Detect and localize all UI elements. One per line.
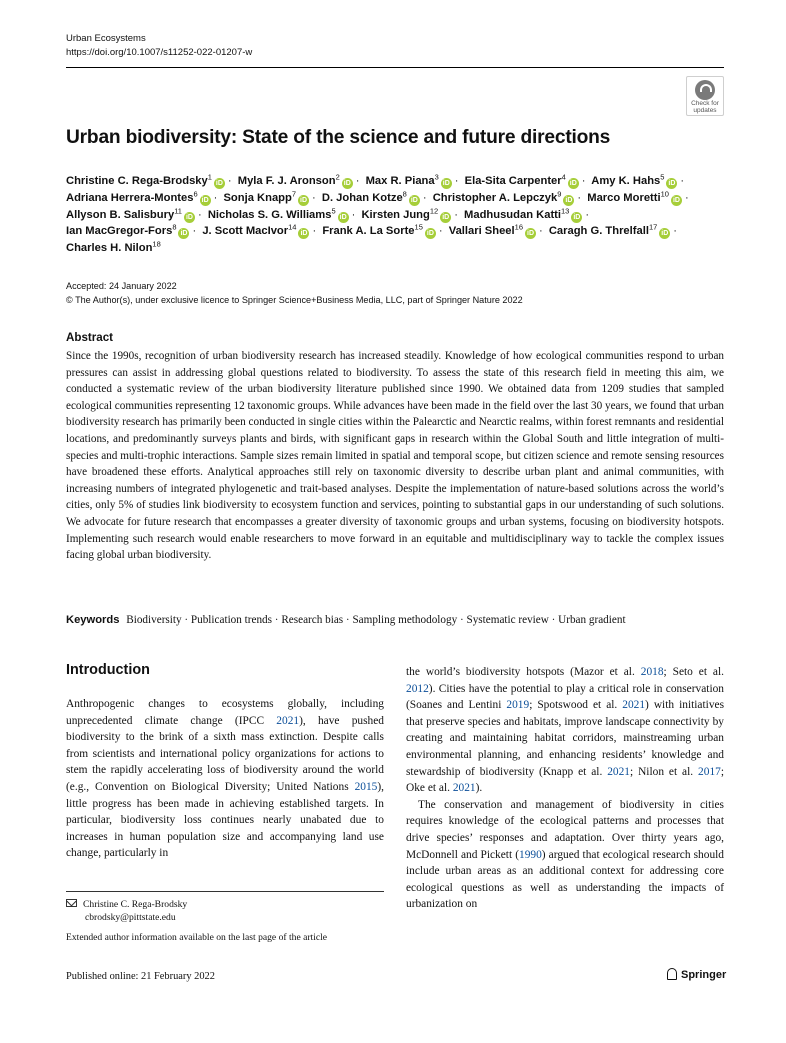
affiliation-number: 12: [429, 205, 439, 215]
orcid-icon[interactable]: iD: [201, 196, 209, 204]
accepted-date: Accepted: 24 January 2022: [66, 281, 177, 291]
author[interactable]: [223, 189, 318, 204]
author-separator: ·: [197, 208, 202, 221]
author-separator: ·: [680, 175, 685, 187]
author-separator: ·: [577, 191, 582, 204]
orcid-icon[interactable]: iD: [339, 213, 347, 221]
author-separator: ·: [351, 208, 356, 221]
affiliation-number: 11: [174, 205, 182, 215]
orcid-icon[interactable]: iD: [442, 213, 450, 221]
author-name: Caragh G. Threlfall: [548, 225, 649, 238]
orcid-icon[interactable]: iD: [442, 180, 450, 187]
author-separator: ·: [438, 225, 443, 238]
orcid-icon[interactable]: iD: [569, 180, 577, 187]
journal-name: Urban Ecosystems: [66, 33, 146, 44]
author-name: Allyson B. Salisbury: [66, 208, 175, 221]
affiliation-number: 6: [193, 189, 198, 199]
orcid-icon[interactable]: iD: [300, 196, 308, 204]
corresponding-name: Christine C. Rega-Brodsky: [83, 899, 188, 910]
orcid-icon[interactable]: iD: [343, 180, 351, 187]
author[interactable]: [66, 239, 161, 255]
author-separator: ·: [213, 191, 218, 204]
envelope-icon: [66, 899, 77, 907]
citation-link[interactable]: 2021: [607, 765, 630, 778]
citation-link[interactable]: 2021: [622, 699, 646, 712]
orcid-icon[interactable]: iD: [565, 196, 573, 204]
badge-label-2: updates: [693, 107, 717, 114]
author-separator: ·: [684, 191, 689, 204]
author[interactable]: [365, 172, 462, 187]
badge-label-1: Check for: [691, 100, 719, 107]
author-separator: ·: [422, 191, 427, 204]
author-separator: ·: [312, 225, 317, 238]
article-dates: [66, 279, 523, 307]
author-name: Ian MacGregor-Fors: [66, 225, 173, 238]
check-for-updates-badge[interactable]: [686, 76, 724, 116]
orcid-icon[interactable]: iD: [180, 230, 188, 238]
author-name: Marco Moretti: [587, 191, 661, 204]
author[interactable]: [66, 189, 220, 204]
keywords-list: Biodiversity · Publication trends · Research bias · Sampling methodology · Systematic review · Urban gradient: [126, 614, 626, 626]
intro-paragraph-2: The conservation and management of biodiversity in cities requires knowledge of the ecological patterns and processes that drive species’ responses and adaptation. Over thirty years ago, McDonnell and Pickett (1990) argued that ecological research should include urban areas as an additional context for addressing core ecological questions as well as understanding the impacts of urbanization on: [406, 798, 724, 911]
author-name: Max R. Piana: [365, 175, 435, 187]
orcid-icon[interactable]: iD: [215, 180, 223, 187]
author-name: D. Johan Kotze: [321, 191, 403, 204]
citation-link[interactable]: 2015: [354, 780, 378, 793]
author-separator: ·: [355, 175, 360, 187]
author-separator: ·: [312, 191, 316, 204]
author-separator: ·: [454, 208, 458, 221]
orcid-icon[interactable]: iD: [668, 180, 676, 187]
author-name: Nicholas S. G. Williams: [207, 208, 332, 221]
author[interactable]: [448, 222, 546, 238]
citation-link[interactable]: 2019: [506, 699, 530, 712]
author[interactable]: [66, 172, 235, 187]
corresponding-email[interactable]: cbrodsky@pittstate.edu: [85, 912, 176, 924]
orcid-icon[interactable]: iD: [527, 230, 534, 238]
author[interactable]: [321, 189, 430, 204]
affiliation-number: 8: [172, 222, 177, 232]
affiliation-number: 10: [660, 189, 669, 199]
affiliation-number: 5: [660, 172, 665, 182]
orcid-icon[interactable]: iD: [410, 196, 418, 204]
affiliation-number: 14: [288, 222, 297, 232]
affiliation-number: 5: [331, 205, 336, 215]
author[interactable]: [361, 205, 460, 221]
author-name: Myla F. J. Aronson: [237, 175, 336, 187]
publisher-name: Springer: [681, 969, 727, 981]
keywords-label: Keywords: [66, 614, 120, 626]
affiliation-number: 7: [291, 189, 297, 199]
abstract-text: Since the 1990s, recognition of urban biodiversity research has increased steadily. Knowledge of how ecological communities respond to urban pressures can assist in addressing global questions related to biodiversity. To assess the state of this research field in meeting this aim, we conducted a systematic review of the urban biodiversity literature published since 1990. We obtained data from 1209 studies that sampled ecological communities representing 12 taxonomic groups. While advances have been made in the field over the last 30 years, we found that urban biodiversity research has primarily been conducted in single cities within the Palearctic and Nearctic realms, within forest remnants and residential locations, and predominantly surveys plants and birds, with significant gaps in research within the Global South and little integration of multi-species and multi-trophic interactions. Sample sizes remain limited in spatial and temporal scope, but citizen science and remote sensing resources have broadened these efforts. Analytical approaches still rely on taxonomic diversity to describe urban plant and animal communities, with increasing numbers of integrated phylogenetic and trait-based analyses. Despite the implementation of nature-based solutions across the world’s cities, only 5% of studies link biodiversity to ecosystem function and services, pointing to substantial gaps in our understanding of such solutions. We advocate for future research that encompasses a greater diversity of taxonomic groups and urban systems, focusing on biodiversity hotspots. Implementing such research would enable researchers to move forward in an equitable and multidisciplinary way to tackle the complex issues facing global urban biodiversity.: [66, 350, 724, 562]
author[interactable]: [587, 189, 691, 204]
orcid-icon[interactable]: iD: [573, 213, 581, 221]
author[interactable]: [464, 205, 592, 221]
citation-link[interactable]: 2018: [640, 666, 664, 678]
author-name: Ela-Sita Carpenter: [464, 175, 562, 187]
affiliation-number: 16: [514, 222, 523, 232]
affiliation-number: 18: [152, 239, 161, 249]
citation-link[interactable]: 2012: [406, 682, 429, 695]
citation-link[interactable]: 2021: [452, 782, 476, 795]
intro-paragraph-1: Anthropogenic changes to ecosystems globally, including unprecedented climate change (IPCC 2021), have pushed biodiversity to the brink of a sixth mass extinction. Despite calls from scientists and international policy organizations for actions to stem the rapidly accelerating loss of biodiversity around the world (e.g., Convention on Biological Diversity; United Nations 2015), little progress has been made in achieving established targets. In particular, biodiversity loss continues nearly unabated due to increases in human population size and accompanying land use change, particularly in: [66, 698, 384, 860]
header-rule: [66, 67, 724, 68]
author-name: Vallari Sheel: [448, 225, 515, 238]
orcid-icon[interactable]: iD: [426, 230, 434, 238]
author-name: Madhusudan Katti: [464, 208, 562, 221]
author-name: Adriana Herrera-Montes: [66, 191, 194, 204]
intro-left-column: [66, 696, 384, 862]
author-name: Christine C. Rega-Brodsky: [66, 175, 208, 187]
author-separator: ·: [585, 208, 590, 221]
doi-link[interactable]: https://doi.org/10.1007/s11252-022-01207-w: [66, 47, 253, 58]
affiliation-number: 17: [648, 222, 658, 232]
author-name: Christopher A. Lepczyk: [432, 191, 558, 204]
author[interactable]: [237, 172, 363, 187]
journal-header: [66, 32, 252, 60]
author-separator: ·: [192, 225, 197, 238]
intro-paragraph-1-cont: the world’s biodiversity hotspots (Mazor et al. 2018; Seto et al. 2012). Cities have the potential to play a critical role in conservation (Soanes and Lentini 2019; Spotswood et al. 2021) with initiatives that preserve species and habitats, improve landscape connectivity by creating and maintaining habitat corridors, mainstreaming urban environmental planning, and enhancing residents’ knowledge and stewardship of biodiversity (Knapp et al. 2021; Nilon et al. 2017; Oke et al. 2021).: [406, 666, 725, 795]
introduction-heading: Introduction: [66, 662, 150, 678]
author[interactable]: [207, 205, 359, 221]
author-name: Sonja Knapp: [223, 191, 292, 204]
orcid-icon[interactable]: iD: [300, 230, 308, 238]
author-separator: ·: [673, 225, 678, 238]
copyright-line: © The Author(s), under exclusive licence to Springer Science+Business Media, LLC, part of Springer Nature 2022: [66, 295, 523, 305]
author-separator: ·: [227, 175, 232, 187]
footnote-rule: [66, 891, 384, 892]
author[interactable]: [548, 222, 680, 238]
author-name: J. Scott MacIvor: [202, 225, 289, 238]
author-separator: ·: [581, 175, 586, 187]
affiliation-number: 1: [207, 172, 212, 182]
affiliation-number: 13: [561, 205, 570, 215]
affiliation-number: 3: [434, 172, 439, 182]
citation-link[interactable]: 2021: [276, 714, 300, 727]
published-online-date: Published online: 21 February 2022: [66, 971, 215, 982]
author-separator: ·: [539, 225, 543, 238]
abstract-heading: Abstract: [66, 331, 114, 344]
citation-link[interactable]: 2017: [698, 765, 721, 778]
author[interactable]: [322, 222, 445, 238]
springer-horse-icon: [667, 968, 677, 980]
intro-right-column: [406, 664, 724, 913]
author[interactable]: [66, 205, 205, 221]
author[interactable]: [432, 189, 584, 204]
author-name: Amy K. Hahs: [591, 175, 661, 187]
author[interactable]: [66, 222, 199, 238]
affiliation-number: 15: [414, 222, 423, 232]
author[interactable]: [591, 172, 687, 187]
affiliation-number: 8: [402, 189, 407, 199]
article-title: Urban biodiversity: State of the science and future directions: [66, 127, 611, 148]
author[interactable]: [202, 222, 319, 238]
author-name: Charles H. Nilon: [66, 242, 153, 255]
corresponding-author: [66, 898, 187, 924]
keywords: [66, 614, 626, 626]
orcid-icon[interactable]: iD: [185, 213, 193, 221]
affiliation-number: 4: [561, 172, 566, 182]
author-list: [66, 173, 726, 257]
affiliation-number: 2: [335, 172, 340, 182]
check-updates-icon: [695, 80, 715, 100]
author[interactable]: [464, 172, 589, 187]
orcid-icon[interactable]: iD: [672, 196, 680, 204]
affiliation-number: 9: [557, 189, 562, 199]
extended-info-note: Extended author information available on the last page of the article: [66, 932, 328, 943]
citation-link[interactable]: 1990: [519, 848, 542, 861]
author-name: Kirsten Jung: [361, 208, 430, 221]
author-name: Frank A. La Sorte: [322, 225, 415, 238]
orcid-icon[interactable]: iD: [661, 230, 669, 238]
springer-logo: [667, 968, 726, 981]
author-separator: ·: [454, 175, 459, 187]
